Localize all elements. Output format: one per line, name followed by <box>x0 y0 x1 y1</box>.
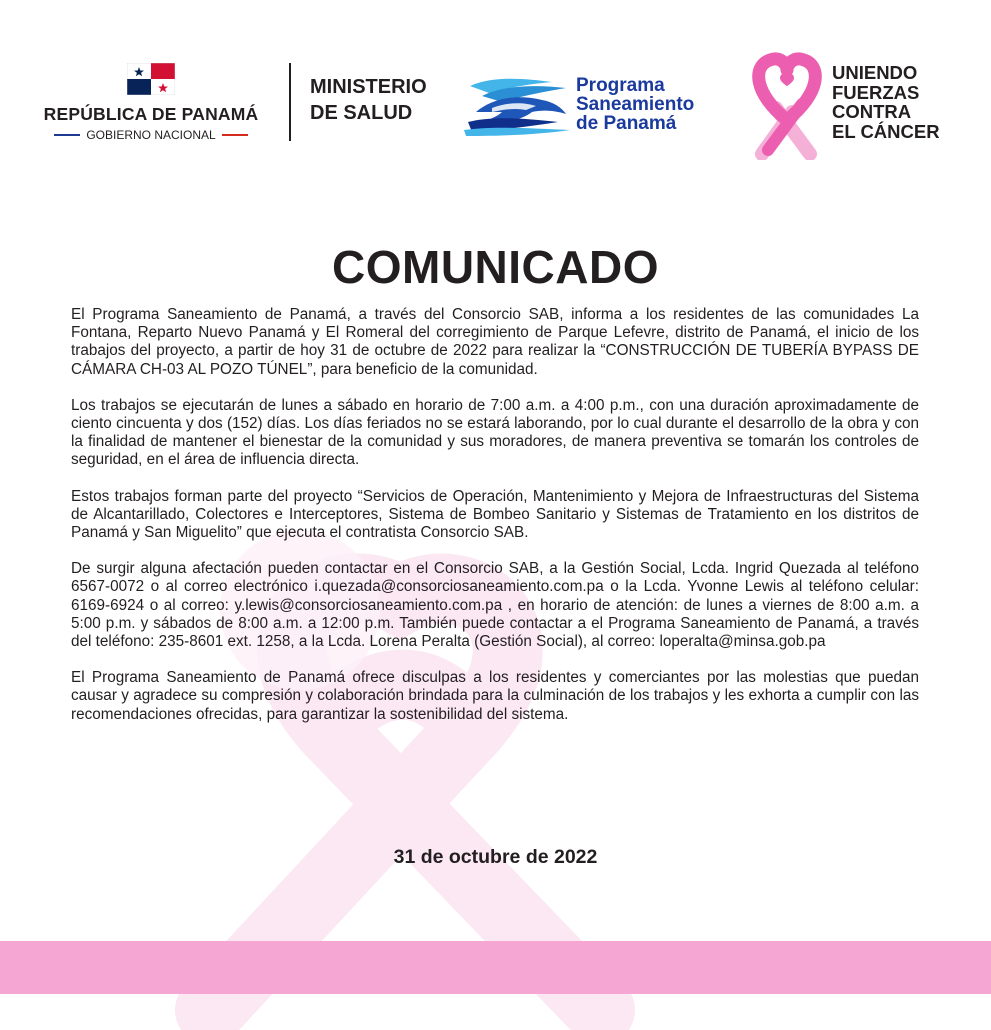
header-logos <box>0 0 991 180</box>
campaign-line-4: EL CÁNCER <box>832 120 940 142</box>
program-line-2: Saneamiento <box>576 94 695 115</box>
panama-flag-icon <box>127 63 175 95</box>
ministry-line-2: DE SALUD <box>310 102 413 124</box>
header-divider <box>289 63 291 141</box>
pink-ribbon-heart-icon <box>744 50 830 160</box>
red-rule <box>222 134 248 136</box>
paragraph-contact: De surgir alguna afectación pueden contactar en el Consorcio SAB, a la Gestión Social, Lcda. Ingrid Quezada al teléfono 6567-0072 o al correo electrónico i.quezada@consorciosaneamiento.com.pa o la Lcda. Yvonne Lewis al teléfono celular: 6169-6924 o al correo: y.lewis@consorciosaneamiento.com.pa , en horario de atención: de lunes a viernes de 8:00 a.m. a 5:00 p.m. y sábados de 8:00 a.m. a 12:00 p.m. También puede contactar a el Programa Saneamiento de Panamá, a través del teléfono: 235-8601 ext. 1258, a la Lcda. Lorena Peralta (Gestión Social), al correo: loperalta@minsa.gob.pa <box>71 560 919 651</box>
paragraph-schedule: Los trabajos se ejecutarán de lunes a sábado en horario de 7:00 a.m. a 4:00 p.m., con una duración aproximadamente de ciento cincuenta y dos (152) días. Los días feriados no se estará laborando, por lo cual durante el desarrollo de la obra y con la finalidad de mantener el bienestar de la comunidad y sus moradores, de manera preventiva se tomarán los controles de seguridad, en el área de influencia directa. <box>71 396 919 469</box>
paragraph-project: Estos trabajos forman parte del proyecto “Servicios de Operación, Mantenimiento y Mejora de Infraestructuras del Sistema de Alcantarillado, Colectores e Interceptores, Sistema de Bombeo Sanitario y Sistemas de Tratamiento en los distritos de Panamá y San Miguelito” que ejecuta el contratista Consorcio SAB. <box>71 487 919 542</box>
paragraph-announcement: El Programa Saneamiento de Panamá, a través del Consorcio SAB, informa a los residentes de las comunidades La Fontana, Reparto Nuevo Panamá y El Romeral del corregimiento de Parque Lefevre, distrito de Panamá, el inicio de los trabajos del proyecto, a partir de hoy 31 de octubre de 2022 para realizar la “CONSTRUCCIÓN DE TUBERÍA BYPASS DE CÁMARA CH-03 AL POZO TÚNEL”, para beneficio de la comunidad. <box>71 306 919 378</box>
document-title: COMUNICADO <box>332 241 659 293</box>
government-subtitle: GOBIERNO NACIONAL <box>86 128 216 142</box>
paragraph-apology: El Programa Saneamiento de Panamá ofrece disculpas a los residentes y comerciantes por las molestias que puedan causar y agradece su compresión y colaboración brindada para la culminación de los trabajos y les exhorta a cumplir con las recomendaciones ofrecidas, para garantizar la sostenibilidad del sistema. <box>71 669 919 723</box>
dolphin-wave-logo-icon <box>462 72 574 136</box>
ministry-line-1: MINISTERIO <box>310 76 427 98</box>
ministry-name <box>310 74 450 126</box>
campaign-line-1: UNIENDO <box>832 62 918 83</box>
program-line-3: de Panamá <box>576 113 677 134</box>
document-body <box>71 306 919 742</box>
program-line-1: Programa <box>576 75 665 96</box>
document-date: 31 de octubre de 2022 <box>393 846 598 868</box>
campaign-line-3: CONTRA <box>832 101 912 122</box>
blue-rule <box>54 134 80 136</box>
footer-pink-band <box>0 941 991 994</box>
government-name: REPÚBLICA DE PANAMÁ <box>43 104 259 124</box>
campaign-line-2: FUERZAS <box>832 81 920 103</box>
government-subtitle-row <box>37 128 265 142</box>
campaign-slogan <box>832 63 972 141</box>
program-name <box>576 76 736 133</box>
